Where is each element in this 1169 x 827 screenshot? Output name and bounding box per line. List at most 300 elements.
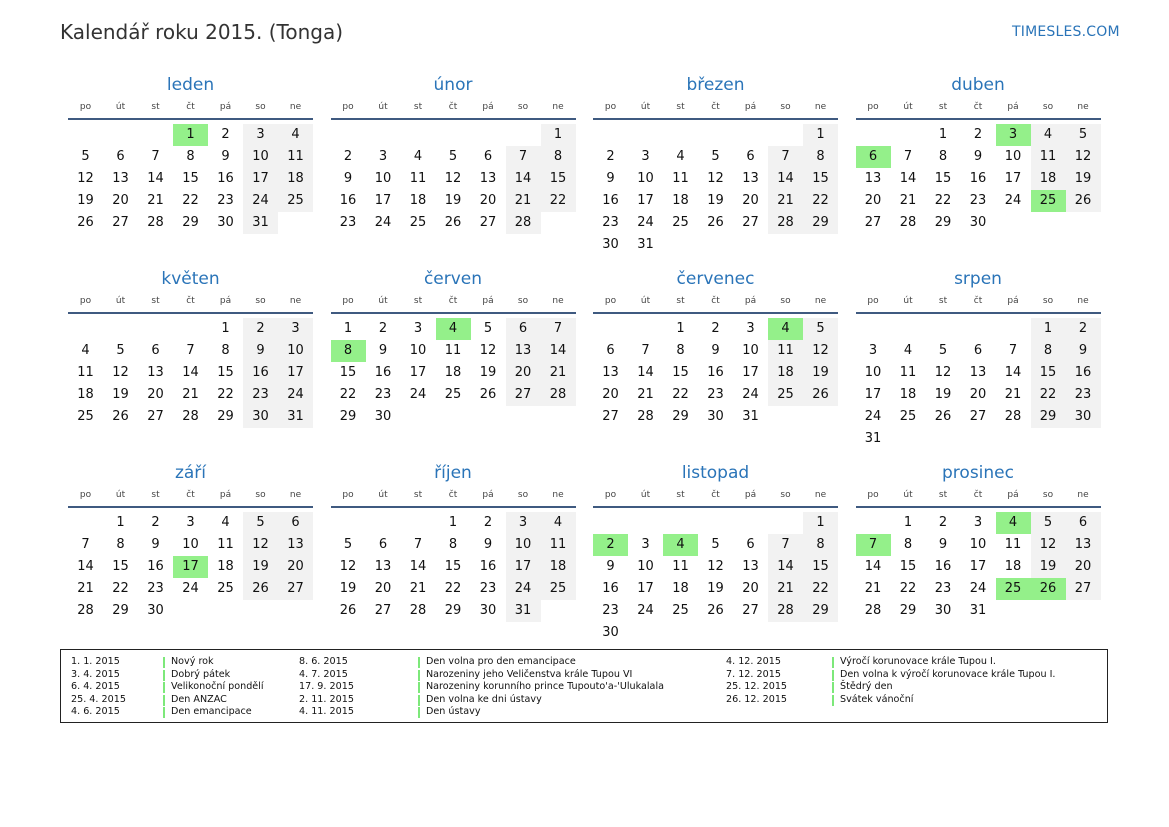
day-cell: 23 [602,215,619,230]
day-cell: 17 [374,193,392,208]
day-cell: 16 [1066,362,1101,384]
day-cell: 8 [676,343,685,358]
weekday-label: so [1042,102,1054,112]
weekday-label: pá [744,490,757,500]
day-cell: 2 [378,321,388,336]
day-cell: 6 [378,537,388,552]
header-rule [331,118,576,120]
day-cell: 24 [742,387,759,402]
weekday-label: út [640,296,651,306]
holiday-name: Den emancipace [171,706,252,718]
month-name: září [174,463,207,483]
day-cell: 10 [278,340,313,362]
day-cell: 16 [147,559,164,574]
day-cell: 4 [676,149,685,164]
day-cell: 2 [606,149,615,164]
month-name: prosinec [942,463,1014,483]
day-cell: 16 [243,362,278,384]
day-cell: 19 [707,193,724,208]
day-cell: 30 [1066,406,1101,428]
day-cell: 23 [934,581,952,596]
weekday-label: ne [289,102,302,112]
day-cell: 8 [903,537,913,552]
weekday-label: pá [482,490,494,500]
day-cell: 8 [938,149,948,164]
day-cell: 4 [413,149,423,164]
day-cell: 20 [506,362,541,384]
day-cell: 7 [413,537,423,552]
day-cell: 19 [1031,556,1066,578]
day-cell: 11 [672,171,689,186]
weekday-label: út [378,296,388,306]
day-cell: 13 [742,559,759,574]
holiday-name: Narozeniny korunního prince Tupouto'a-'Ulukalala [426,681,664,693]
holiday-day-cell: 4 [436,318,471,340]
weekday-label: út [378,490,388,500]
day-cell: 27 [602,409,619,424]
day-cell: 8 [221,343,230,358]
holiday-day-cell: 3 [996,124,1031,146]
day-cell: 9 [483,537,493,552]
day-cell: 2 [938,515,948,530]
day-cell: 28 [899,215,917,230]
day-cell: 29 [803,600,838,622]
weekday-header [593,486,838,506]
day-cell: 2 [343,149,353,164]
day-cell: 18 [768,362,803,384]
day-cell: 14 [768,168,803,190]
day-cell: 6 [1066,512,1101,534]
day-cell: 24 [1004,193,1022,208]
day-cell: 25 [217,581,234,596]
day-cell: 9 [973,149,983,164]
day-cell: 26 [444,215,462,230]
day-cell: 24 [182,581,199,596]
day-cell: 18 [672,581,689,596]
day-cell: 20 [479,193,497,208]
day-cell: 23 [969,193,987,208]
day-cell: 30 [602,625,619,640]
day-cell: 9 [151,537,160,552]
holiday-marker [163,695,165,706]
day-cell: 16 [602,581,619,596]
day-cell: 23 [243,384,278,406]
day-cell: 3 [186,515,195,530]
day-cell: 19 [934,387,952,402]
site-link[interactable]: TIMESLES.COM [1012,24,1120,40]
holiday-legend [60,649,1108,723]
holiday-date: 25. 4. 2015 [71,693,126,705]
weekday-label: pá [219,296,232,306]
holiday-day-cell: 1 [173,124,208,146]
month-7 [593,266,838,424]
day-cell: 11 [278,146,313,168]
holiday-marker [832,657,834,668]
month-name: únor [433,75,473,95]
day-cell: 7 [151,149,160,164]
day-cell: 23 [707,387,724,402]
weekday-label: čt [973,490,983,500]
day-cell: 15 [803,556,838,578]
day-cell: 16 [969,171,987,186]
day-cell: 22 [803,190,838,212]
weekday-label: st [938,296,948,306]
day-cell: 13 [506,340,541,362]
day-cell: 19 [707,581,724,596]
day-cell: 6 [973,343,983,358]
day-cell: 31 [243,212,278,234]
weekday-label: pá [219,490,232,500]
month-name: leden [166,75,215,95]
holiday-marker [163,682,165,693]
day-cell: 25 [899,409,917,424]
weekday-header [331,292,576,312]
day-cell: 22 [899,581,917,596]
weekday-header [331,98,576,118]
day-cell: 12 [112,365,129,380]
weekday-label: so [1042,490,1054,500]
day-cell: 16 [479,559,497,574]
day-cell: 30 [969,215,987,230]
holiday-date: 8. 6. 2015 [299,656,348,667]
day-cell: 7 [768,146,803,168]
day-cell: 20 [602,387,619,402]
weekday-label: po [604,490,617,500]
day-cell: 2 [711,321,720,336]
day-cell: 31 [742,409,759,424]
holiday-marker [163,670,165,681]
day-cell: 31 [278,406,313,428]
day-cell: 14 [182,365,199,380]
month-11 [593,460,838,640]
day-cell: 11 [1031,146,1066,168]
legend-item [726,669,1106,682]
weekday-label: po [604,102,617,112]
day-cell: 15 [899,559,917,574]
day-cell: 13 [1066,534,1101,556]
header-rule [856,118,1101,120]
day-cell: 13 [864,171,882,186]
day-cell: 8 [448,537,458,552]
day-cell: 3 [641,537,650,552]
weekday-label: po [867,102,879,112]
day-cell: 21 [409,581,427,596]
day-cell: 12 [707,559,724,574]
day-cell: 16 [934,559,952,574]
weekday-label: pá [482,102,494,112]
weekday-label: st [413,490,423,500]
holiday-date: 4. 11. 2015 [299,706,354,718]
day-cell: 16 [217,171,234,186]
day-cell: 13 [374,559,392,574]
holiday-name: Svátek vánoční [840,693,914,705]
day-cell: 6 [606,343,615,358]
day-cell: 17 [409,365,427,380]
weekday-label: po [342,296,354,306]
day-cell: 29 [1031,406,1066,428]
day-cell: 17 [637,193,654,208]
day-cell: 23 [374,387,392,402]
holiday-marker [418,682,420,693]
month-1 [68,72,313,230]
legend-item [726,656,1106,669]
header-rule [593,118,838,120]
day-cell: 17 [637,581,654,596]
weekday-label: pá [482,296,494,306]
day-cell: 10 [374,171,392,186]
day-cell: 22 [112,581,129,596]
day-cell: 1 [938,127,948,142]
weekday-label: čt [186,102,195,112]
day-cell: 14 [147,171,164,186]
day-cell: 3 [378,149,388,164]
weekday-label: ne [814,102,827,112]
day-cell: 14 [864,559,882,574]
weekday-label: ne [1077,296,1089,306]
day-cell: 21 [899,193,917,208]
day-cell: 21 [182,387,199,402]
day-cell: 10 [409,343,427,358]
day-cell: 26 [803,384,838,406]
day-cell: 4 [541,512,576,534]
month-name: červen [423,269,483,289]
day-cell: 26 [934,409,952,424]
day-cell: 29 [803,212,838,234]
legend-item [726,694,1106,707]
weekday-label: čt [711,102,720,112]
day-cell: 11 [768,340,803,362]
day-cell: 1 [676,321,685,336]
day-cell: 18 [77,387,94,402]
holiday-date: 4. 6. 2015 [71,706,120,718]
day-cell: 22 [444,581,462,596]
day-cell: 28 [147,215,164,230]
holiday-name: Výročí korunovace krále Tupou I. [840,656,996,667]
day-cell: 28 [77,603,94,618]
weekday-label: pá [1007,102,1019,112]
day-cell: 28 [637,409,654,424]
day-cell: 7 [903,149,913,164]
day-cell: 25 [672,215,689,230]
day-cell: 8 [1031,340,1066,362]
day-cell: 31 [506,600,541,622]
day-cell: 6 [483,149,493,164]
day-cell: 27 [278,578,313,600]
weekday-label: st [151,490,160,500]
weekday-header [593,292,838,312]
day-cell: 12 [243,534,278,556]
weekday-label: út [640,490,651,500]
day-cell: 15 [1031,362,1066,384]
day-cell: 26 [707,215,724,230]
day-cell: 9 [711,343,720,358]
day-cell: 24 [506,578,541,600]
month-5 [68,266,313,424]
holiday-day-cell: 4 [663,534,698,556]
day-cell: 11 [444,343,462,358]
header-rule [331,506,576,508]
day-cell: 22 [339,387,357,402]
day-cell: 1 [221,321,230,336]
day-cell: 8 [803,534,838,556]
header-rule [68,118,313,120]
day-cell: 1 [1031,318,1066,340]
weekday-header [593,98,838,118]
weekday-label: čt [711,296,720,306]
day-cell: 9 [938,537,948,552]
day-cell: 27 [742,603,759,618]
day-cell: 20 [278,556,313,578]
holiday-date: 4. 12. 2015 [726,656,781,667]
holiday-name: Den volna ke dni ústavy [426,693,542,705]
weekday-label: čt [186,296,195,306]
month-10 [331,460,576,618]
day-cell: 24 [637,215,654,230]
day-cell: 14 [768,556,803,578]
weekday-label: so [255,102,266,112]
day-cell: 30 [374,409,392,424]
day-cell: 4 [278,124,313,146]
day-cell: 7 [768,534,803,556]
day-cell: 1 [541,124,576,146]
weekday-label: ne [552,102,564,112]
day-cell: 5 [711,537,720,552]
legend-column [726,656,1106,706]
weekday-header [68,292,313,312]
day-cell: 27 [374,603,392,618]
day-cell: 21 [541,362,576,384]
day-cell: 10 [182,537,199,552]
weekday-header [331,486,576,506]
month-name: březen [686,75,745,95]
day-cell: 21 [768,578,803,600]
day-cell: 29 [672,409,689,424]
day-cell: 13 [742,171,759,186]
day-cell: 29 [899,603,917,618]
weekday-label: út [640,102,651,112]
day-cell: 2 [221,127,230,142]
day-cell: 14 [637,365,654,380]
day-cell: 29 [339,409,357,424]
day-cell: 15 [217,365,234,380]
weekday-label: ne [1077,102,1089,112]
day-cell: 23 [339,215,357,230]
weekday-label: čt [448,102,458,112]
holiday-marker [832,682,834,693]
day-cell: 12 [934,365,952,380]
day-cell: 21 [77,581,94,596]
day-cell: 31 [864,431,882,446]
day-cell: 15 [339,365,357,380]
day-cell: 25 [672,603,689,618]
holiday-name: Nový rok [171,656,214,667]
day-cell: 10 [243,146,278,168]
day-cell: 22 [541,190,576,212]
day-cell: 29 [112,603,129,618]
day-cell: 18 [409,193,427,208]
day-cell: 29 [182,215,199,230]
day-cell: 4 [1031,124,1066,146]
day-cell: 21 [768,190,803,212]
day-cell: 4 [221,515,230,530]
day-cell: 28 [768,212,803,234]
holiday-day-cell: 17 [173,556,208,578]
holiday-marker [163,707,165,718]
day-cell: 28 [864,603,882,618]
holiday-date: 6. 4. 2015 [71,681,120,693]
day-cell: 24 [864,409,882,424]
day-cell: 5 [448,149,458,164]
day-cell: 13 [278,534,313,556]
weekday-label: st [151,102,160,112]
day-cell: 3 [243,124,278,146]
weekday-label: st [413,296,423,306]
weekday-label: so [517,296,529,306]
day-cell: 5 [243,512,278,534]
day-cell: 16 [374,365,392,380]
holiday-day-cell: 7 [856,534,891,556]
day-cell: 5 [803,318,838,340]
weekday-label: út [115,296,126,306]
day-cell: 15 [672,365,689,380]
day-cell: 15 [803,168,838,190]
day-cell: 23 [1066,384,1101,406]
day-cell: 30 [147,603,164,618]
day-cell: 6 [151,343,160,358]
day-cell: 20 [112,193,129,208]
holiday-date: 1. 1. 2015 [71,656,120,667]
holiday-name: Den ANZAC [171,693,227,705]
day-cell: 25 [768,384,803,406]
month-2 [331,72,576,230]
holiday-name: Velikonoční pondělí [171,681,264,693]
holiday-day-cell: 26 [1031,578,1066,600]
weekday-label: čt [711,490,720,500]
day-cell: 15 [541,168,576,190]
day-cell: 3 [973,515,983,530]
holiday-date: 3. 4. 2015 [71,668,120,680]
day-cell: 17 [506,556,541,578]
weekday-label: út [378,102,388,112]
day-cell: 18 [278,168,313,190]
month-12 [856,460,1101,618]
day-cell: 30 [602,237,619,252]
month-name: srpen [954,269,1002,289]
day-cell: 14 [409,559,427,574]
day-cell: 14 [1004,365,1022,380]
day-cell: 27 [147,409,164,424]
day-cell: 26 [77,215,94,230]
holiday-date: 25. 12. 2015 [726,681,788,693]
day-cell: 2 [243,318,278,340]
weekday-label: po [604,296,617,306]
weekday-label: pá [219,102,232,112]
day-cell: 23 [147,581,164,596]
weekday-header [856,486,1101,506]
day-cell: 20 [374,581,392,596]
weekday-label: út [115,102,126,112]
weekday-label: st [938,490,948,500]
weekday-label: po [342,490,354,500]
holiday-marker [832,670,834,681]
day-cell: 15 [444,559,462,574]
day-cell: 17 [864,387,882,402]
weekday-label: so [255,490,266,500]
weekday-label: út [903,490,913,500]
day-cell: 8 [541,146,576,168]
holiday-day-cell: 25 [996,578,1031,600]
weekday-label: po [342,102,354,112]
